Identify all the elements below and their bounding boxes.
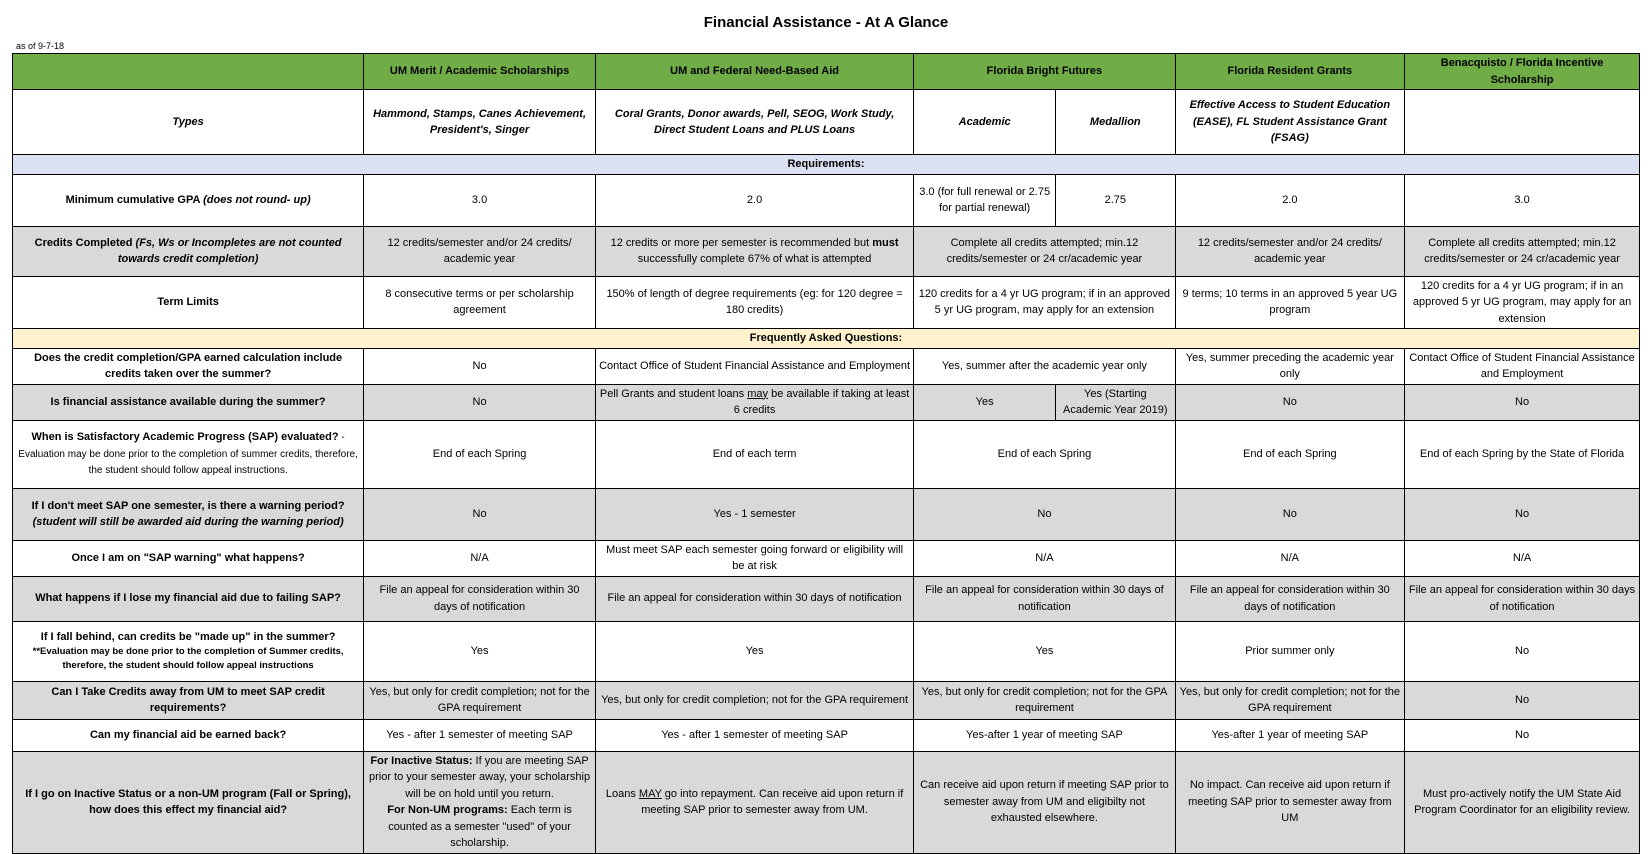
lose-aid-benacquisto: File an appeal for consideration within 30 days of notification [1405,576,1640,621]
summer-aid-merit: No [364,384,596,420]
on-warning-row [13,540,1640,576]
away-merit: Yes, but only for credit completion; not for the GPA requirement [364,681,596,719]
earned-back-resident: Yes-after 1 year of meeting SAP [1175,719,1405,751]
earned-back-benacquisto: No [1405,719,1640,751]
summer-aid-need-c: be available if taking at least 6 credits [733,387,910,416]
on-warning-resident: N/A [1175,540,1405,576]
types-medallion: Medallion [1056,90,1176,155]
header-merit: UM Merit / Academic Scholarships [364,54,596,90]
on-warning-label: Once I am on "SAP warning" what happens? [13,540,364,576]
summer-aid-need [595,384,913,420]
page-title: Financial Assistance - At A Glance [703,14,949,31]
warning-label-text: If I don't meet SAP one semester, is there a warning period? [31,499,345,512]
summer-aid-resident: No [1175,384,1405,420]
gpa-label [13,174,364,226]
away-need: Yes, but only for credit completion; not for the GPA requirement [595,681,913,719]
lose-aid-bright: File an appeal for consideration within 30 days of notification [914,576,1175,621]
gpa-row [13,174,1640,226]
made-up-label-note: **Evaluation may be done prior to the completion of Summer credits, therefore, the student should follow appeal instructions [32,646,344,672]
credits-need-a: 12 credits or more per semester is recommended but [610,236,870,249]
header-corner [13,54,364,90]
term-limits-resident: 9 terms; 10 terms in an approved 5 year UG program [1175,276,1405,329]
lose-aid-row [13,576,1640,621]
types-resident: Effective Access to Student Education (EASE), FL Student Assistance Grant (FSAG) [1175,90,1405,155]
away-row [13,681,1640,719]
term-limits-need: 150% of length of degree requirements (eg: for 120 degree = 180 credits) [595,276,913,329]
summer-calc-bright: Yes, summer after the academic year only [914,348,1175,384]
inactive-merit-nonum: For Non-UM programs: Each term is counted as a semester "used" of your scholarship. [387,804,572,849]
earned-back-label: Can my financial aid be earned back? [13,719,364,751]
header-resident: Florida Resident Grants [1175,54,1405,90]
warning-merit: No [364,488,596,540]
types-need: Coral Grants, Donor awards, Pell, SEOG, Work Study, Direct Student Loans and PLUS Loans [595,90,913,155]
on-warning-need: Must meet SAP each semester going forward or eligibility will be at risk [595,540,913,576]
types-benacquisto [1405,90,1640,155]
lose-aid-label: What happens if I lose my financial aid due to failing SAP? [13,576,364,621]
summer-aid-row [13,384,1640,420]
sap-eval-bright: End of each Spring [914,420,1175,488]
lose-aid-resident: File an appeal for consideration within 30 days of notification [1175,576,1405,621]
earned-back-bright: Yes-after 1 year of meeting SAP [914,719,1175,751]
inactive-label: If I go on Inactive Status or a non-UM program (Fall or Spring), how does this effect my financial aid? [13,751,364,853]
summer-calc-merit: No [364,348,596,384]
credits-need-c: successfully complete 67% of what is attempted [637,253,872,265]
summer-aid-medallion: Yes (Starting Academic Year 2019) [1056,384,1176,420]
term-limits-merit: 8 consecutive terms or per scholarship agreement [364,276,596,329]
inactive-need-a: Loans [605,787,636,800]
term-limits-bright: 120 credits for a 4 yr UG program; if in an approved 5 yr UG program, may apply for an extension [914,276,1175,329]
away-label: Can I Take Credits away from UM to meet SAP credit requirements? [13,681,364,719]
inactive-bright: Can receive aid upon return if meeting SAP prior to semester away from UM and eligibilty not exhausted elsewhere. [914,751,1175,853]
summer-aid-label: Is financial assistance available during the summer? [13,384,364,420]
header-row [13,54,1640,90]
away-resident: Yes, but only for credit completion; not for the GPA requirement [1175,681,1405,719]
made-up-benacquisto: No [1405,621,1640,681]
warning-need: Yes - 1 semester [595,488,913,540]
made-up-row [13,621,1640,681]
sap-eval-benacquisto: End of each Spring by the State of Florida [1405,420,1640,488]
made-up-need: Yes [595,621,913,681]
gpa-label-text: Minimum cumulative GPA [65,193,201,206]
earned-back-merit: Yes - after 1 semester of meeting SAP [364,719,596,751]
credits-merit: 12 credits/semester and/or 24 credits/ academic year [364,226,596,276]
summer-calc-row [13,348,1640,384]
types-row [13,90,1640,155]
on-warning-benacquisto: N/A [1405,540,1640,576]
summer-calc-label: Does the credit completion/GPA earned calculation include credits taken over the summer? [13,348,364,384]
credits-label-note: (Fs, Ws or Incompletes are not counted towards credit completion) [117,236,342,265]
made-up-label-text: If I fall behind, can credits be "made up" in the summer? [40,630,336,643]
made-up-label [13,621,364,681]
sap-eval-label-text: When is Satisfactory Academic Progress (SAP) evaluated? [31,431,339,444]
term-limits-label: Term Limits [13,276,364,329]
inactive-need [595,751,913,853]
sap-eval-row [13,420,1640,488]
on-warning-bright: N/A [914,540,1175,576]
lose-aid-need: File an appeal for consideration within 30 days of notification [595,576,913,621]
gpa-benacquisto: 3.0 [1405,174,1640,226]
sap-eval-need: End of each term [595,420,913,488]
made-up-resident: Prior summer only [1175,621,1405,681]
made-up-merit: Yes [364,621,596,681]
warning-row [13,488,1640,540]
gpa-academic: 3.0 (for full renewal or 2.75 for partial renewal) [914,174,1056,226]
inactive-need-c: go into repayment. Can receive aid upon return if meeting SAP prior to semester away from UM. [641,787,904,816]
earned-back-row [13,719,1640,751]
inactive-need-b: MAY [638,787,662,800]
credits-need [595,226,913,276]
gpa-label-note: (does not round- up) [203,193,311,206]
credits-label-text: Credits Completed [34,236,133,249]
sap-eval-merit: End of each Spring [364,420,596,488]
faq-section-row [13,329,1640,349]
summer-aid-benacquisto: No [1405,384,1640,420]
gpa-need: 2.0 [595,174,913,226]
summer-aid-need-a: Pell Grants and student loans [599,387,745,400]
inactive-resident: No impact. Can receive aid upon return if meeting SAP prior to semester away from UM [1175,751,1405,853]
warning-benacquisto: No [1405,488,1640,540]
inactive-merit [364,751,596,853]
term-limits-row [13,276,1640,329]
requirements-section-row [13,155,1640,175]
summer-calc-resident: Yes, summer preceding the academic year only [1175,348,1405,384]
credits-benacquisto: Complete all credits attempted; min.12 credits/semester or 24 cr/academic year [1405,226,1640,276]
requirements-heading: Requirements: [13,155,1640,175]
sap-eval-label-note: - Evaluation may be done prior to the completion of summer credits, therefore, the student should follow appeal instructions. [18,432,358,477]
lose-aid-merit: File an appeal for consideration within 30 days of notification [364,576,596,621]
types-academic: Academic [914,90,1056,155]
summer-aid-academic: Yes [914,384,1056,420]
summer-calc-need: Contact Office of Student Financial Assistance and Employment [595,348,913,384]
on-warning-merit: N/A [364,540,596,576]
away-bright: Yes, but only for credit completion; not for the GPA requirement [914,681,1175,719]
gpa-medallion: 2.75 [1056,174,1176,226]
gpa-resident: 2.0 [1175,174,1405,226]
warning-label [13,488,364,540]
credits-need-b: must [872,236,899,249]
types-label: Types [13,90,364,155]
summer-calc-benacquisto: Contact Office of Student Financial Assistance and Employment [1405,348,1640,384]
term-limits-benacquisto: 120 credits for a 4 yr UG program; if in an approved 5 yr UG program, may apply for an extension [1405,276,1640,329]
header-benacquisto: Benacquisto / Florida Incentive Scholarship [1405,54,1640,90]
away-benacquisto: No [1405,681,1640,719]
gpa-merit: 3.0 [364,174,596,226]
credits-row [13,226,1640,276]
credits-bright: Complete all credits attempted; min.12 credits/semester or 24 cr/academic year [914,226,1175,276]
credits-resident: 12 credits/semester and/or 24 credits/ academic year [1175,226,1405,276]
earned-back-need: Yes - after 1 semester of meeting SAP [595,719,913,751]
warning-bright: No [914,488,1175,540]
warning-resident: No [1175,488,1405,540]
summer-aid-need-b: may [747,387,769,400]
faq-heading: Frequently Asked Questions: [13,329,1640,349]
as-of-date: as of 9-7-18 [16,41,65,51]
financial-assistance-table [12,53,1640,854]
made-up-bright: Yes [914,621,1175,681]
types-merit: Hammond, Stamps, Canes Achievement, President's, Singer [364,90,596,155]
inactive-merit-status: For Inactive Status: If you are meeting SAP prior to your semester away, your scholarship will be on hold until you return. [368,754,591,800]
warning-label-note: (student will still be awarded aid during the warning period) [32,516,344,528]
credits-label [13,226,364,276]
sap-eval-resident: End of each Spring [1175,420,1405,488]
inactive-benacquisto: Must pro-actively notify the UM State Aid Program Coordinator for an eligibility review. [1405,751,1640,853]
header-need: UM and Federal Need-Based Aid [595,54,913,90]
sap-eval-label [13,420,364,488]
header-bright: Florida Bright Futures [914,54,1175,90]
inactive-row [13,751,1640,853]
